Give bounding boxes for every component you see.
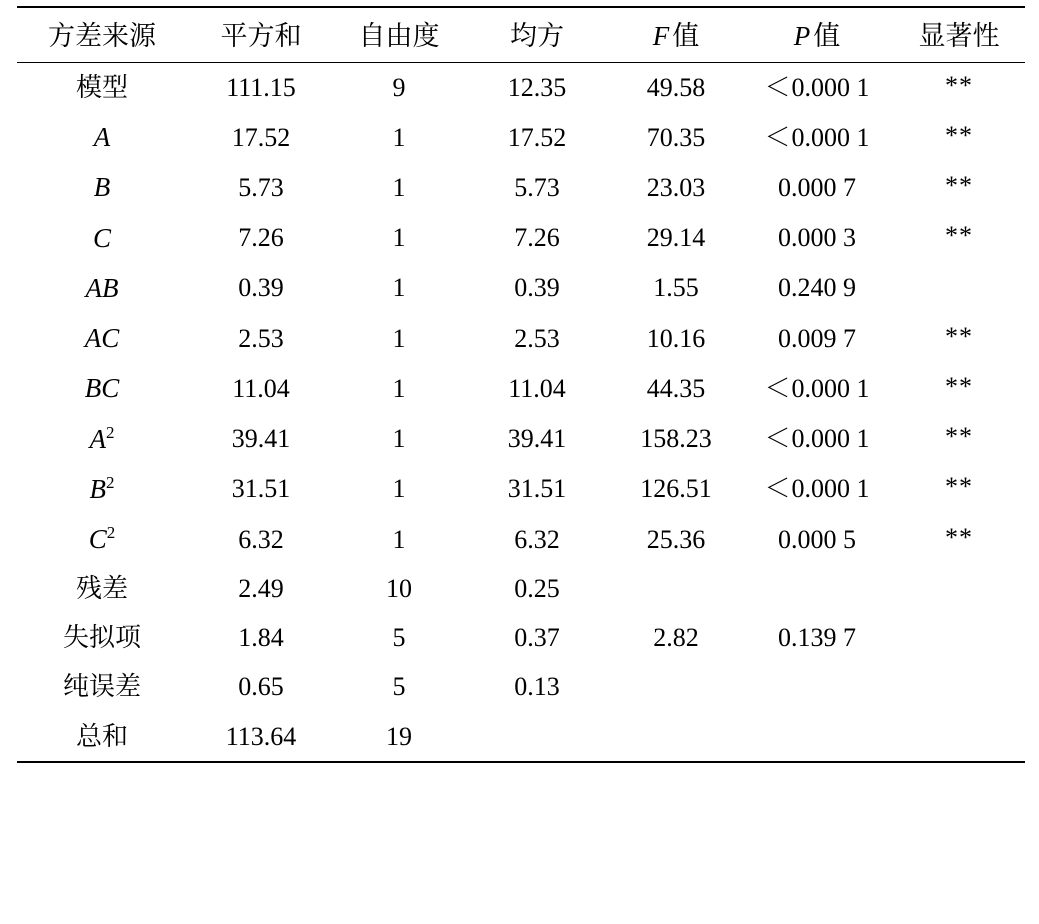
cell-p-value: 0.240 9	[778, 273, 856, 303]
cell-source: C	[92, 222, 111, 253]
cell-degrees-of-freedom: 1	[392, 172, 406, 202]
cell-mean-square: 0.37	[514, 623, 560, 653]
cell-mean-square: 12.35	[507, 73, 567, 102]
column-header-f-value	[611, 7, 741, 63]
cell-source: AB	[85, 272, 119, 303]
cell-mean-square	[463, 712, 611, 762]
cell-f-value: 1.55	[653, 273, 699, 303]
cell-mean-square: 0.39	[514, 273, 560, 303]
cell-sum-of-squares: 7.26	[238, 223, 284, 253]
cell-mean-square: 0.13	[514, 672, 560, 702]
cell-degrees-of-freedom: 1	[392, 122, 406, 152]
cell-degrees-of-freedom: 1	[392, 323, 406, 353]
cell-p-value: 0.009 7	[778, 323, 856, 353]
source-exponent: 2	[106, 422, 115, 442]
cell-degrees-of-freedom: 1	[392, 524, 406, 554]
cell-sum-of-squares: 2.53	[238, 323, 284, 353]
significance-stars: **	[945, 71, 973, 100]
cell-mean-square: 7.26	[514, 223, 560, 253]
cell-significance	[893, 613, 1025, 662]
cell-p-value	[741, 564, 893, 613]
cell-f-value: 29.14	[646, 223, 706, 253]
significance-stars: **	[945, 472, 973, 502]
header-label-mean-square: 均方	[510, 21, 564, 51]
table-row	[17, 514, 1025, 564]
cell-f-value: 23.03	[646, 172, 706, 202]
cell-p-value: ＜0.000 1	[764, 373, 870, 403]
table-row	[17, 464, 1025, 514]
column-header-source	[17, 7, 187, 63]
column-header-p-value	[741, 7, 893, 63]
cell-mean-square: 5.73	[514, 172, 560, 202]
anova-table-figure	[0, 6, 1039, 924]
cell-f-value: 2.82	[653, 623, 699, 653]
cell-source: 残差	[75, 574, 128, 604]
cell-significance	[893, 662, 1025, 711]
cell-sum-of-squares: 111.15	[226, 73, 296, 102]
cell-p-value	[741, 712, 893, 762]
significance-stars: **	[945, 170, 973, 200]
cell-significance	[893, 712, 1025, 762]
table-row	[17, 363, 1025, 413]
cell-f-value: 49.58	[646, 73, 706, 102]
cell-mean-square: 39.41	[507, 424, 567, 454]
significance-stars: **	[945, 371, 973, 401]
cell-p-value: 0.139 7	[778, 623, 856, 653]
cell-significance	[893, 63, 1025, 113]
cell-degrees-of-freedom: 1	[392, 223, 406, 253]
cell-sum-of-squares: 39.41	[231, 424, 291, 454]
cell-mean-square: 2.53	[514, 323, 560, 353]
significance-stars: **	[945, 422, 973, 452]
cell-sum-of-squares: 31.51	[231, 474, 291, 504]
cell-mean-square: 17.52	[507, 122, 567, 152]
cell-f-value: 126.51	[640, 474, 712, 504]
cell-source: $C^2$	[88, 522, 116, 554]
cell-sum-of-squares: 11.04	[232, 373, 290, 403]
cell-f-value	[611, 564, 741, 613]
cell-source: AC	[84, 323, 120, 354]
cell-significance	[893, 363, 1025, 413]
cell-degrees-of-freedom: 1	[392, 474, 406, 504]
header-label-p-value: 值	[813, 21, 841, 51]
cell-sum-of-squares: 113.64	[187, 712, 335, 762]
cell-degrees-of-freedom: 1	[392, 373, 406, 403]
column-header-sum-of-squares	[187, 7, 335, 63]
cell-significance	[893, 313, 1025, 363]
cell-significance	[893, 263, 1025, 313]
significance-stars: **	[945, 120, 973, 150]
cell-sum-of-squares: 2.49	[238, 574, 284, 604]
header-label-degrees-of-freedom: 自由度	[358, 21, 440, 51]
header-symbol-f: F	[652, 21, 670, 51]
table-row	[17, 213, 1025, 263]
table-row	[17, 564, 1025, 613]
cell-mean-square: 11.04	[508, 373, 566, 403]
table-row	[17, 313, 1025, 363]
cell-p-value: ＜0.000 1	[764, 474, 870, 504]
cell-sum-of-squares: 1.84	[238, 623, 284, 653]
significance-stars: **	[945, 221, 973, 251]
cell-p-value: ＜0.000 1	[764, 73, 870, 102]
cell-p-value: 0.000 7	[778, 172, 856, 202]
table-row	[17, 162, 1025, 212]
cell-significance	[893, 112, 1025, 162]
cell-source: A	[93, 122, 111, 153]
cell-p-value: 0.000 3	[778, 223, 856, 253]
cell-p-value: ＜0.000 1	[764, 424, 870, 454]
cell-sum-of-squares: 0.65	[238, 672, 284, 702]
source-exponent: 2	[106, 472, 115, 492]
table-row	[17, 112, 1025, 162]
cell-sum-of-squares: 17.52	[231, 122, 291, 152]
cell-significance	[893, 514, 1025, 564]
header-label-source: 方差来源	[48, 21, 156, 51]
cell-p-value	[741, 662, 893, 711]
cell-source: $B^2$	[89, 472, 115, 504]
cell-significance	[893, 564, 1025, 613]
cell-significance	[893, 464, 1025, 514]
cell-degrees-of-freedom: 9	[392, 73, 406, 102]
cell-degrees-of-freedom: 1	[392, 273, 406, 303]
cell-degrees-of-freedom: 19	[335, 712, 463, 762]
cell-source: B	[93, 172, 111, 203]
cell-significance	[893, 213, 1025, 263]
column-header-significance	[893, 7, 1025, 63]
cell-mean-square: 31.51	[507, 474, 567, 504]
cell-source: 纯误差	[62, 672, 141, 702]
header-label-f-value: 值	[672, 21, 700, 51]
header-label-sum-of-squares: 平方和	[220, 21, 302, 51]
cell-f-value	[611, 712, 741, 762]
cell-source: $A^2$	[89, 422, 115, 454]
cell-significance	[893, 162, 1025, 212]
cell-p-value: ＜0.000 1	[764, 122, 870, 152]
cell-source: 失拟项	[62, 623, 141, 653]
cell-p-value: 0.000 5	[778, 524, 856, 554]
cell-f-value: 10.16	[646, 323, 706, 353]
column-header-mean-square	[463, 7, 611, 63]
cell-f-value: 158.23	[640, 424, 712, 454]
cell-significance	[893, 414, 1025, 464]
cell-degrees-of-freedom: 5	[392, 623, 406, 653]
cell-degrees-of-freedom: 10	[386, 574, 412, 604]
significance-stars: **	[945, 321, 973, 351]
table-row	[17, 712, 1025, 762]
table-row	[17, 63, 1025, 113]
cell-mean-square: 0.25	[514, 574, 560, 604]
source-exponent: 2	[106, 522, 116, 542]
anova-table	[17, 6, 1025, 763]
cell-source: BC	[84, 373, 120, 404]
table-row	[17, 662, 1025, 711]
table-body	[17, 63, 1025, 762]
header-row	[17, 7, 1025, 63]
cell-source: 模型	[75, 73, 128, 102]
significance-stars: **	[945, 522, 973, 552]
table-row	[17, 414, 1025, 464]
header-label-significance: 显著性	[918, 21, 1000, 51]
cell-source: 总和	[17, 712, 187, 762]
table-row	[17, 613, 1025, 662]
cell-degrees-of-freedom: 1	[392, 424, 406, 454]
cell-sum-of-squares: 6.32	[238, 524, 284, 554]
cell-f-value: 70.35	[646, 122, 706, 152]
cell-sum-of-squares: 5.73	[238, 172, 284, 202]
table-head	[17, 7, 1025, 63]
header-symbol-p: P	[793, 21, 811, 51]
column-header-degrees-of-freedom	[335, 7, 463, 63]
table-row	[17, 263, 1025, 313]
cell-mean-square: 6.32	[514, 524, 560, 554]
cell-f-value	[611, 662, 741, 711]
cell-f-value: 44.35	[646, 373, 706, 403]
cell-sum-of-squares: 0.39	[238, 273, 284, 303]
cell-f-value: 25.36	[646, 524, 706, 554]
cell-degrees-of-freedom: 5	[392, 672, 406, 702]
